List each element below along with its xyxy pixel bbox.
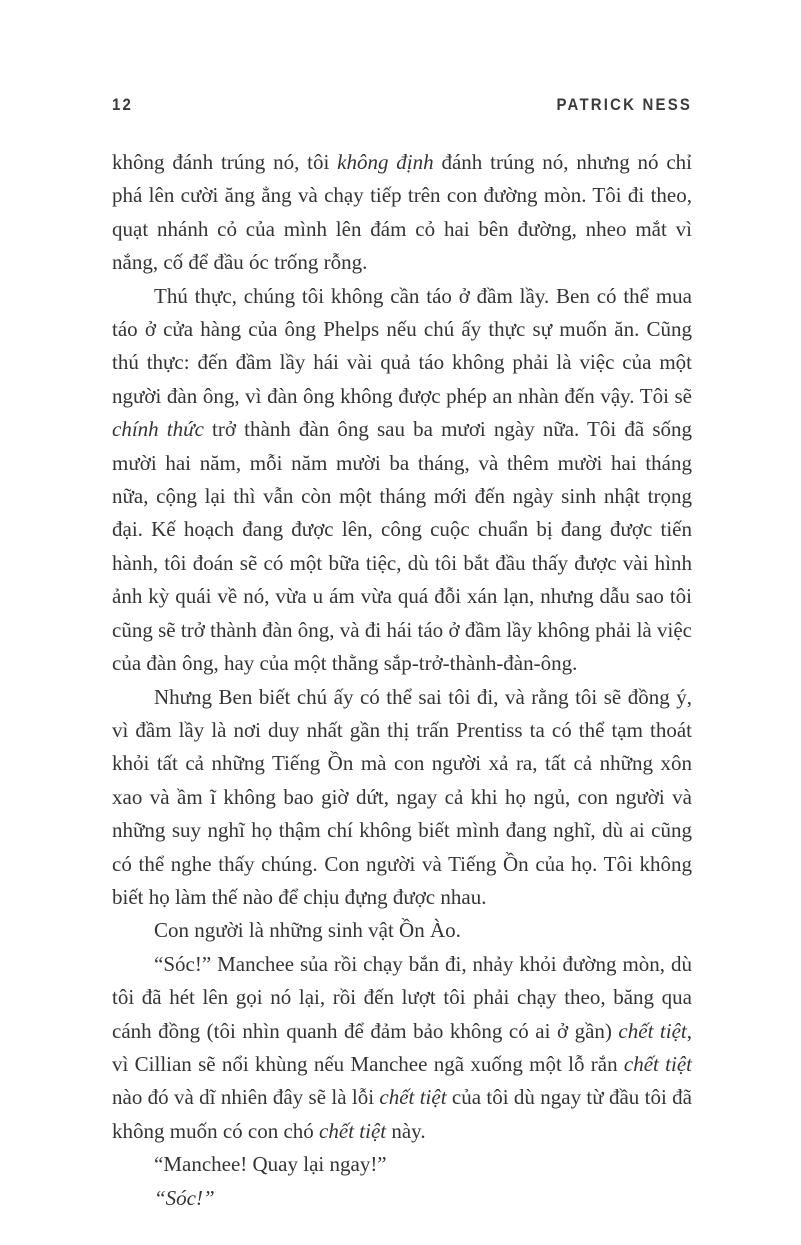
text-segment: “Sóc!” xyxy=(154,1185,215,1210)
text-segment: này. xyxy=(386,1118,426,1143)
paragraph xyxy=(112,681,692,915)
text-segment: Nhưng Ben biết chú ấy có thể sai tôi đi, và rằng tôi sẽ đồng ý, vì đầm lầy là nơi duy nhất gần thị trấn Prentiss ta có thể tạm thoát khỏi tất cả những Tiếng Ồn mà con người xả ra, tất cả những xôn xao và ầm ĩ không bao giờ dứt, ngay cả khi họ ngủ, con người và những suy nghĩ họ thậm chí không biết mình đang nghĩ, dù ai cũng có thể nghe thấy chúng. Con người và Tiếng Ồn của họ. Tôi không biết họ làm thế nào để chịu đựng được nhau. xyxy=(112,684,692,909)
page-number: 12 xyxy=(112,95,134,114)
body-text xyxy=(112,146,692,1215)
text-segment: nào đó và dĩ nhiên đây sẽ là lỗi xyxy=(112,1085,380,1110)
text-segment: trở thành đàn ông sau ba mươi ngày nữa. Tôi đã sống mười hai năm, mỗi năm mười ba tháng, và thêm mười hai tháng nữa, cộng lại thì vẫn còn một tháng mới đến ngày sinh nhật trọng đại. Kế hoạch đang được lên, công cuộc chuẩn bị đang được tiến hành, tôi đoán sẽ có một bữa tiệc, dù tôi bắt đầu thấy được vài hình ảnh kỳ quái về nó, vừa u ám vừa quá đỗi xán lạn, nhưng dẫu sao tôi cũng sẽ trở thành đàn ông, và đi hái táo ở đầm lầy không phải là việc của đàn ông, hay của một thằng sắp-trở-thành-đàn-ông. xyxy=(112,417,692,676)
text-segment: không đánh trúng nó, tôi xyxy=(112,150,338,174)
text-segment: chết tiệt xyxy=(379,1085,447,1110)
text-segment: , vì Cillian sẽ nổi khùng nếu Manchee ngã xuống một lỗ rắn xyxy=(112,1018,692,1076)
paragraph xyxy=(112,146,692,280)
paragraph xyxy=(112,948,692,1148)
text-segment: chết tiệt xyxy=(623,1051,692,1076)
text-segment: “Sóc!” Manchee sủa rồi chạy bắn đi, nhảy khỏi đường mòn, dù tôi đã hét lên gọi nó lại, rồi đến lượt tôi phải chạy theo, băng qua cánh đồng (tôi nhìn quanh để đảm bảo không có ai ở gần) xyxy=(112,951,692,1043)
text-segment: chính thức xyxy=(112,417,204,442)
paragraph xyxy=(112,914,692,947)
text-segment: “Manchee! Quay lại ngay!” xyxy=(154,1152,387,1177)
text-segment: Thú thực, chúng tôi không cần táo ở đầm lầy. Ben có thể mua táo ở cửa hàng của ông Phelps nếu chú ấy thực sự muốn ăn. Cũng thú thực: đến đầm lầy hái vài quả táo không phải là việc của một người đàn ông, vì đàn ông không được phép an nhàn đến vậy. Tôi sẽ xyxy=(112,283,692,408)
running-header-author: PATRICK NESS xyxy=(556,95,692,114)
text-segment: chết tiệt xyxy=(618,1018,687,1043)
running-header xyxy=(112,95,692,115)
paragraph xyxy=(112,280,692,681)
text-segment: đánh trúng nó, nhưng nó chỉ phá lên cười ăng ẳng và chạy tiếp trên con đường mòn. Tôi đi theo, quạt nhánh cỏ của mình lên đám cỏ hai bên đường, nheo mắt vì nắng, cố để đầu óc trống rỗng. xyxy=(112,150,693,275)
text-segment: không định xyxy=(337,150,434,174)
text-segment: của tôi dù ngay từ đầu tôi đã không muốn có con chó xyxy=(112,1085,692,1143)
paragraph xyxy=(112,1148,692,1181)
text-segment: chết tiệt xyxy=(319,1118,387,1143)
text-segment: Con người là những sinh vật Ồn Ào. xyxy=(154,918,461,943)
paragraph xyxy=(112,1182,692,1215)
